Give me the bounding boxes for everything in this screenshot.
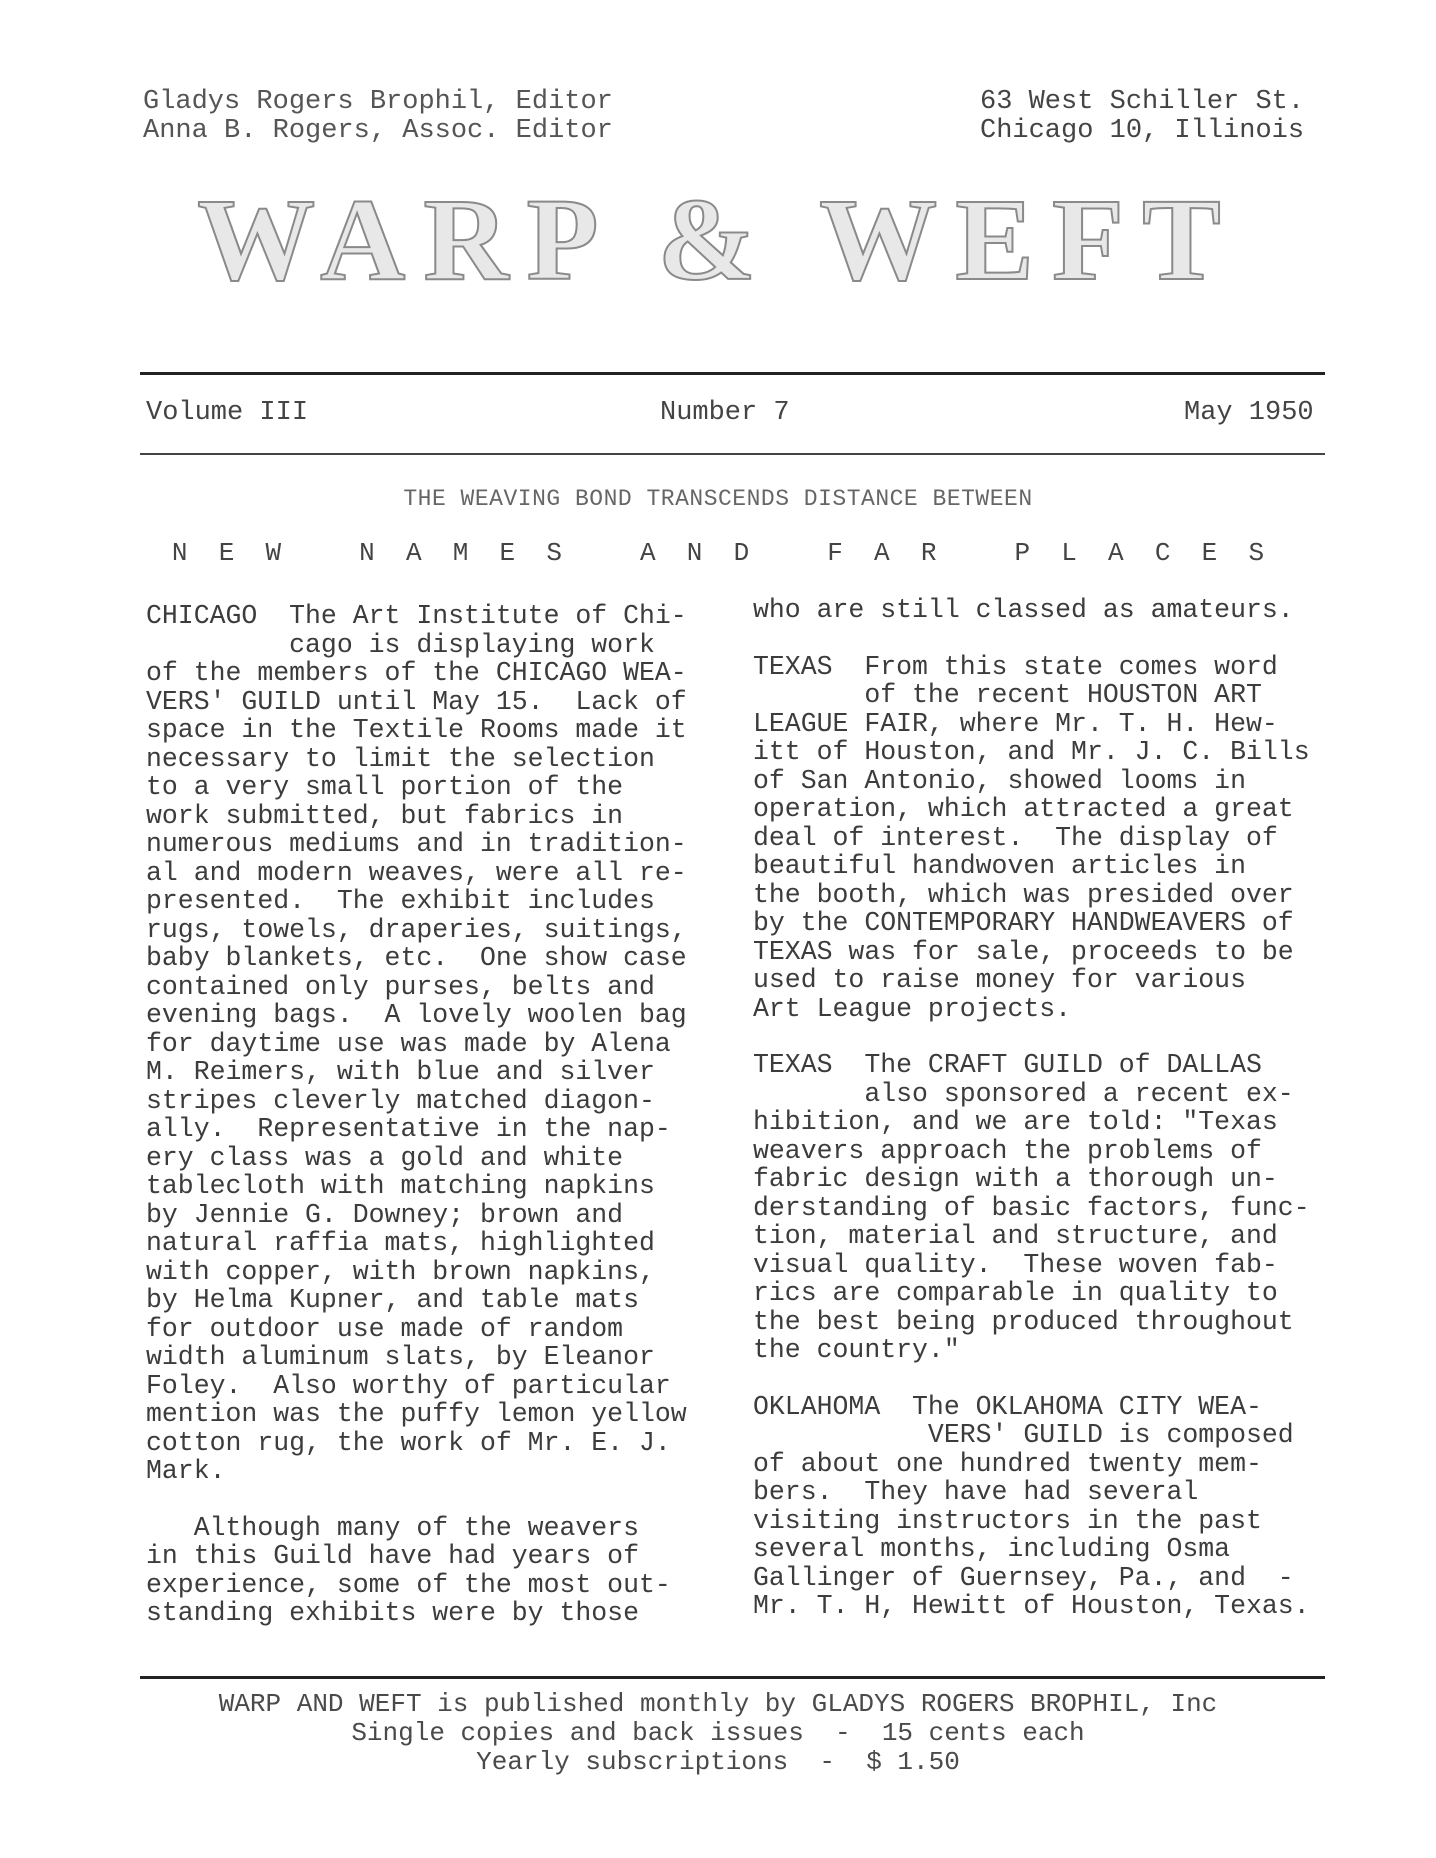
number-label: Number 7 [660,398,790,428]
footer-line-2: Single copies and back issues - 15 cents each [351,1718,1085,1748]
text-line: TEXAS The CRAFT GUILD of DALLAS [753,1050,1262,1080]
text-line: also sponsored a recent ex- [753,1078,1294,1109]
text-line: used to raise money for various [753,965,1246,995]
headline-line-2: N E W N A M E S A N D F A R P L A C E S [171,538,1265,568]
text-line: for outdoor use made of random [146,1313,624,1344]
issue-rule [140,453,1325,455]
text-line: natural raffia mats, highlighted [146,1228,655,1258]
text-line: work submitted, but fabrics in [146,800,624,831]
text-line: weavers approach the problems of [753,1135,1262,1166]
text-line: M. Reimers, with blue and silver [146,1057,655,1087]
text-line: itt of Houston, and Mr. J. C. Bills [753,737,1310,767]
text-line: presented. The exhibit includes [146,886,655,916]
text-line: TEXAS was for sale, proceeds to be [753,936,1294,967]
text-line: the best being produced throughout [753,1306,1294,1337]
text-line: visiting instructors in the past [753,1505,1262,1536]
chicago-article-continued [146,1514,736,1628]
text-line: operation, which attracted a great [753,794,1294,824]
footer-rule [140,1676,1325,1679]
top-rule [140,372,1325,375]
text-line: visual quality. These woven fab- [753,1249,1278,1280]
text-line: experience, some of the most out- [146,1569,671,1600]
footer-line-3: Yearly subscriptions - $ 1.50 [476,1747,960,1777]
text-line: the booth, which was presided over [753,879,1294,910]
text-line: LEAGUE FAIR, where Mr. T. H. Hew- [753,708,1278,739]
text-line: in this Guild have had years of [146,1541,639,1571]
footer-line-1: WARP AND WEFT is published monthly by GLADYS ROGERS BROPHIL, Inc [218,1689,1218,1719]
continued-text [753,596,1363,625]
text-line: Art League projects. [753,993,1072,1024]
text-line: for daytime use was made by Alena [146,1028,671,1059]
right-column [753,596,1363,1621]
address-city: Chicago 10, Illinois [980,116,1305,146]
address-block [980,88,1304,146]
publication-footer [0,1690,1436,1777]
text-line: TEXAS From this state comes word [753,651,1278,682]
text-line: baby blankets, etc. One show case [146,943,687,973]
text-line: of the members of the CHICAGO WEA- [146,658,687,688]
text-line: deal of interest. The display of [753,822,1278,853]
text-line: contained only purses, belts and [146,971,655,1002]
text-line: space in the Textile Rooms made it [146,715,687,745]
text-line: of about one hundred twenty mem- [753,1448,1262,1479]
text-line: by Helma Kupner, and table mats [146,1285,639,1315]
text-line: ally. Representative in the nap- [146,1114,671,1144]
text-line: of San Antonio, showed looms in [753,765,1246,796]
left-column [146,602,736,1628]
text-line: numerous mediums and in tradition- [146,829,687,859]
text-line: fabric design with a thorough un- [753,1164,1278,1194]
text-line: stripes cleverly matched diagon- [146,1085,655,1116]
text-line: tablecloth with matching napkins [146,1171,655,1201]
text-line: derstanding of basic factors, func- [753,1192,1310,1223]
text-line: who are still classed as amateurs. [753,595,1294,625]
text-line: VERS' GUILD is composed [753,1420,1294,1450]
assoc-editor-name: Anna B. Rogers, Assoc. Editor [143,116,613,146]
text-line: rugs, towels, draperies, suitings, [146,914,687,945]
chicago-article [146,602,736,1486]
text-line: width aluminum slats, by Eleanor [146,1342,655,1372]
masthead-title: WARP & WEFT [197,174,1239,305]
text-line: cotton rug, the work of Mr. E. J. [146,1427,671,1458]
volume-label: Volume III [146,398,309,428]
text-line: to a very small portion of the [146,772,624,802]
text-line: standing exhibits were by those [146,1598,639,1628]
text-line: tion, material and structure, and [753,1221,1278,1251]
text-line: al and modern weaves, were all re- [146,857,687,888]
text-line: hibition, and we are told: "Texas [753,1107,1278,1137]
text-line: cago is displaying work [146,629,655,660]
oklahoma-article [753,1393,1363,1621]
text-line: bers. They have had several [753,1477,1199,1507]
date-label: May 1950 [1184,398,1314,428]
text-line: necessary to limit the selection [146,743,655,774]
text-line: the country." [753,1335,960,1365]
text-line: Mark. [146,1456,226,1486]
text-line: rics are comparable in quality to [753,1278,1278,1308]
text-line: of the recent HOUSTON ART [753,680,1262,710]
text-line: evening bags. A lovely woolen bag [146,1000,687,1030]
text-line: ery class was a gold and white [146,1142,624,1173]
text-line: beautiful handwoven articles in [753,851,1246,881]
text-line: Foley. Also worthy of particular [146,1370,671,1401]
text-line: Although many of the weavers [146,1512,639,1543]
text-line: with copper, with brown napkins, [146,1256,655,1287]
text-line: OKLAHOMA The OKLAHOMA CITY WEA- [753,1391,1262,1422]
text-line: Gallinger of Guernsey, Pa., and - [753,1562,1294,1593]
texas-houston-article [753,653,1363,1024]
text-line: several months, including Osma [753,1534,1231,1564]
text-line: VERS' GUILD until May 15. Lack of [146,686,687,717]
text-line: by the CONTEMPORARY HANDWEAVERS of [753,908,1294,938]
text-line: CHICAGO The Art Institute of Chi- [146,601,687,631]
text-line: by Jennie G. Downey; brown and [146,1199,624,1230]
address-street: 63 West Schiller St. [980,87,1305,117]
headline-line-1: THE WEAVING BOND TRANSCENDS DISTANCE BETWEEN [403,486,1033,512]
text-line: mention was the puffy lemon yellow [146,1399,687,1429]
editor-name: Gladys Rogers Brophil, Editor [143,87,613,117]
text-line: Mr. T. H, Hewitt of Houston, Texas. [753,1591,1310,1621]
editor-block [143,88,613,146]
texas-dallas-article [753,1051,1363,1365]
